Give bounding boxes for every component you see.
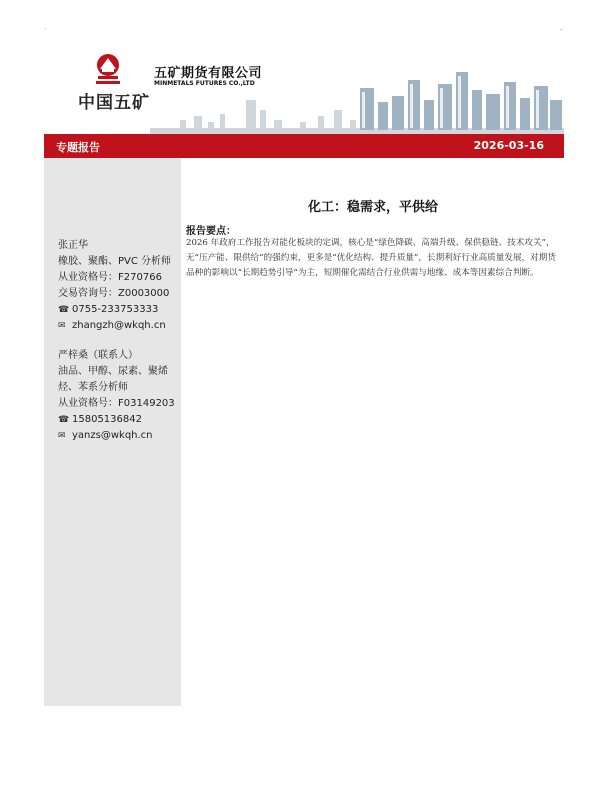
analyst-email[interactable]: yanzs@wkqh.cn <box>72 430 153 441</box>
city-skyline-illustration <box>150 70 564 134</box>
mail-icon: ✉ <box>58 431 66 441</box>
analyst-qualification: 从业资格号：F270766 <box>58 272 162 283</box>
phone-icon: ☎ <box>58 415 70 425</box>
analyst-phone: 15805136842 <box>72 414 142 425</box>
analyst-name: 严梓桑（联系人） <box>58 350 138 361</box>
logo-text: 中国五矿 <box>78 93 150 113</box>
analyst-phone-row <box>58 302 183 318</box>
analyst-sidebar <box>44 158 181 706</box>
report-banner <box>44 134 564 158</box>
analyst-email-row <box>58 428 183 444</box>
analyst-qualification: 从业资格号：F03149203 <box>58 398 175 409</box>
analyst-role: 油品、甲醇、尿素、聚烯烃、苯系分析师 <box>58 366 168 393</box>
analyst-email[interactable]: zhangzh@wkqh.cn <box>72 320 166 331</box>
report-title: 化工：稳需求，平供给 <box>307 200 438 215</box>
company-name-en: MINMETALS FUTURES CO.,LTD <box>154 80 255 87</box>
company-name-cn: 五矿期货有限公司 <box>154 66 263 81</box>
report-summary: 2026 年政府工作报告对能化板块的定调，核心是“绿色降碳、高端升级、保供稳链、技术攻关”，无“压产能、限供给”的强约束，更多是“优化结构、提升质量”，长期利好行业高质量发展，对期货品种的影响以“长期趋势引导”为主，短期催化需结合行业供需与地缘、成本等因素综合判断。 <box>186 238 556 278</box>
analyst-name: 张正华 <box>58 240 88 251</box>
analyst-email-row <box>58 318 183 334</box>
analyst-card <box>58 238 183 334</box>
report-type-label: 专题报告 <box>56 141 100 154</box>
analyst-phone: 0755-233753333 <box>72 304 159 315</box>
analyst-consulting-number: 交易咨询号：Z0003000 <box>58 288 170 299</box>
minmetals-emblem-icon <box>94 52 122 86</box>
phone-icon: ☎ <box>58 305 70 315</box>
analyst-card <box>58 348 183 444</box>
report-date: 2026-03-16 <box>473 139 544 152</box>
corner-mark-left: · <box>44 25 47 34</box>
analyst-role: 橡胶、聚酯、PVC 分析师 <box>58 256 172 267</box>
mail-icon: ✉ <box>58 321 66 331</box>
section-heading: 报告要点： <box>186 226 236 237</box>
corner-mark-right: - <box>560 25 563 34</box>
analyst-phone-row <box>58 412 183 428</box>
